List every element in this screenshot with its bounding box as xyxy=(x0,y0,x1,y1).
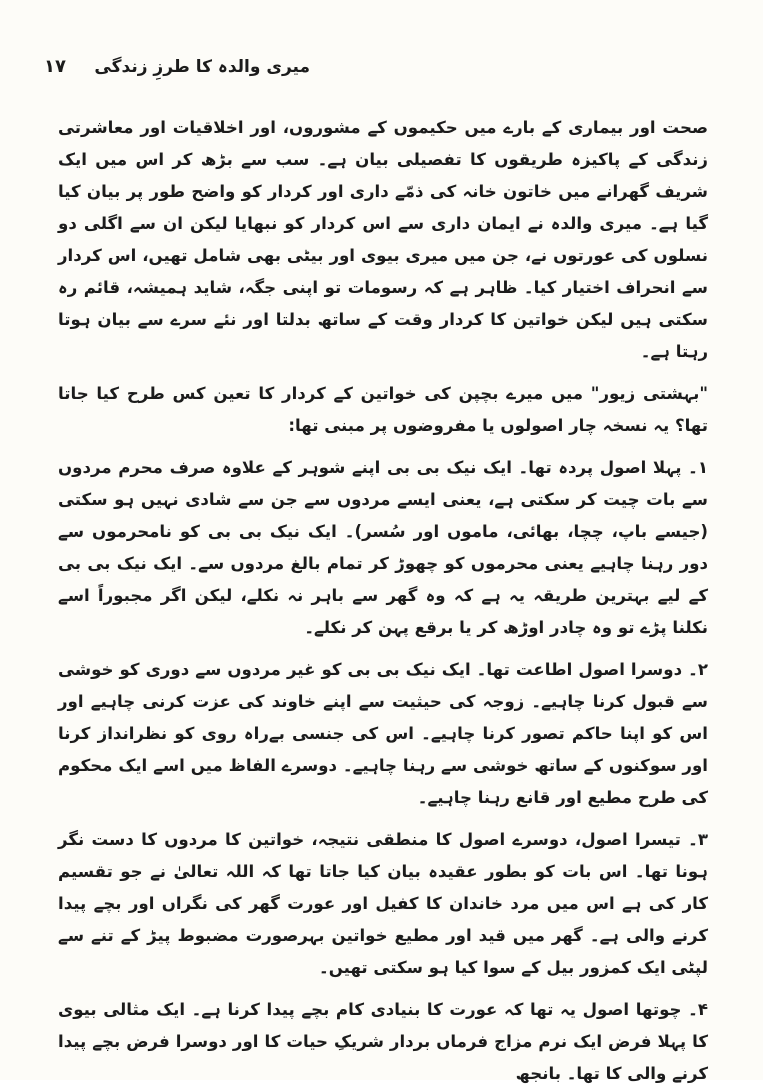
paragraph-principle-2: ۲۔ دوسرا اصول اطاعت تھا۔ ایک نیک بی بی کو غیر مردوں سے دوری کو خوشی سے قبول کرنا چاہیے۔ زوجہ کی حیثیت سے اپنے خاوند کی عزت کرنی چاہیے اور اس کو اپنا حاکم تصور کرنا چاہیے۔ اس کی جنسی بےراہ روی کو نظرانداز کرنا اور سوکنوں کے ساتھ خوشی سے رہنا چاہیے۔ دوسرے الفاظ میں اسے ایک محکوم کی طرح مطیع اور قانع رہنا چاہیے۔ xyxy=(58,660,708,807)
paragraph-question: "بہشتی زیور" میں میرے بچپن کی خواتین کے کردار کا تعین کس طرح کیا جاتا تھا؟ یہ نسخہ چار اصولوں یا مفروضوں پر مبنی تھا: xyxy=(58,384,708,435)
running-title: میری والدہ کا طرزِ زندگی xyxy=(94,57,310,77)
page-body xyxy=(58,112,708,1090)
paragraph-principle-4: ۴۔ چوتھا اصول یہ تھا کہ عورت کا بنیادی کام بچے پیدا کرنا ہے۔ ایک مثالی بیوی کا پہلا فرض ایک نرم مزاج فرماں بردار شریکِ حیات کا اور دوسرا فرض بچے پیدا کرنے والی کا تھا۔ بانجھ xyxy=(58,1000,708,1083)
paragraph-intro: صحت اور بیماری کے بارے میں حکیموں کے مشوروں، اور اخلاقیات اور معاشرتی زندگی کے پاکیزہ طریقوں کا تفصیلی بیان ہے۔ سب سے بڑھ کر اس میں ایک شریف گھرانے میں خاتون خانہ کی ذمّے داری اور کردار کو واضح طور پر بیان کیا گیا ہے۔ میری والدہ نے ایمان داری سے اس کردار کو نبھایا لیکن ان سے اگلی دو نسلوں کی عورتوں نے، جن میں میری بیوی اور بیٹی بھی شامل تھیں، اس کردار سے انحراف اختیار کیا۔ ظاہر ہے کہ رسومات تو اپنی جگہ، شاید ہمیشہ، قائم رہ سکتی ہیں لیکن خواتین کا کردار وقت کے ساتھ بدلتا اور نئے سرے سے بیان ہوتا رہتا ہے۔ xyxy=(58,118,708,361)
page-header xyxy=(40,50,730,94)
page-number: ۱۷ xyxy=(44,56,66,77)
paragraph-principle-1: ۱۔ پہلا اصول پردہ تھا۔ ایک نیک بی بی اپنے شوہر کے علاوہ صرف محرم مردوں سے بات چیت کر سکتی ہے، یعنی ایسے مردوں سے جن سے شادی نہیں ہو سکتی (جیسے باپ، چچا، بھائی، ماموں اور سُسر)۔ ایک نیک بی بی کو نامحرموں سے دور رہنا چاہیے یعنی محرموں کو چھوڑ کر تمام بالغ مردوں سے۔ ایک نیک بی بی کے لیے بہترین طریقہ یہ ہے کہ وہ گھر سے باہر نہ نکلے، لیکن اگر مجبوراً اسے نکلنا پڑے تو وہ چادر اوڑھ کر یا برقع پہن کر نکلے۔ xyxy=(58,458,708,637)
paragraph-principle-3: ۳۔ تیسرا اصول، دوسرے اصول کا منطقی نتیجہ، خواتین کا مردوں کا دست نگر ہونا تھا۔ اس بات کو بطور عقیدہ بیان کیا جاتا تھا کہ اللہ تعالیٰ نے جو تقسیم کار کی ہے اس میں مرد خاندان کا کفیل اور عورت گھر کی نگراں اور بچے پیدا کرنے والی ہے۔ گھر میں قید اور مطیع خواتین بہرصورت مضبوط پیڑ کے تنے سے لپٹی ایک کمزور بیل کے سوا کیا ہو سکتی تھیں۔ xyxy=(58,830,708,977)
